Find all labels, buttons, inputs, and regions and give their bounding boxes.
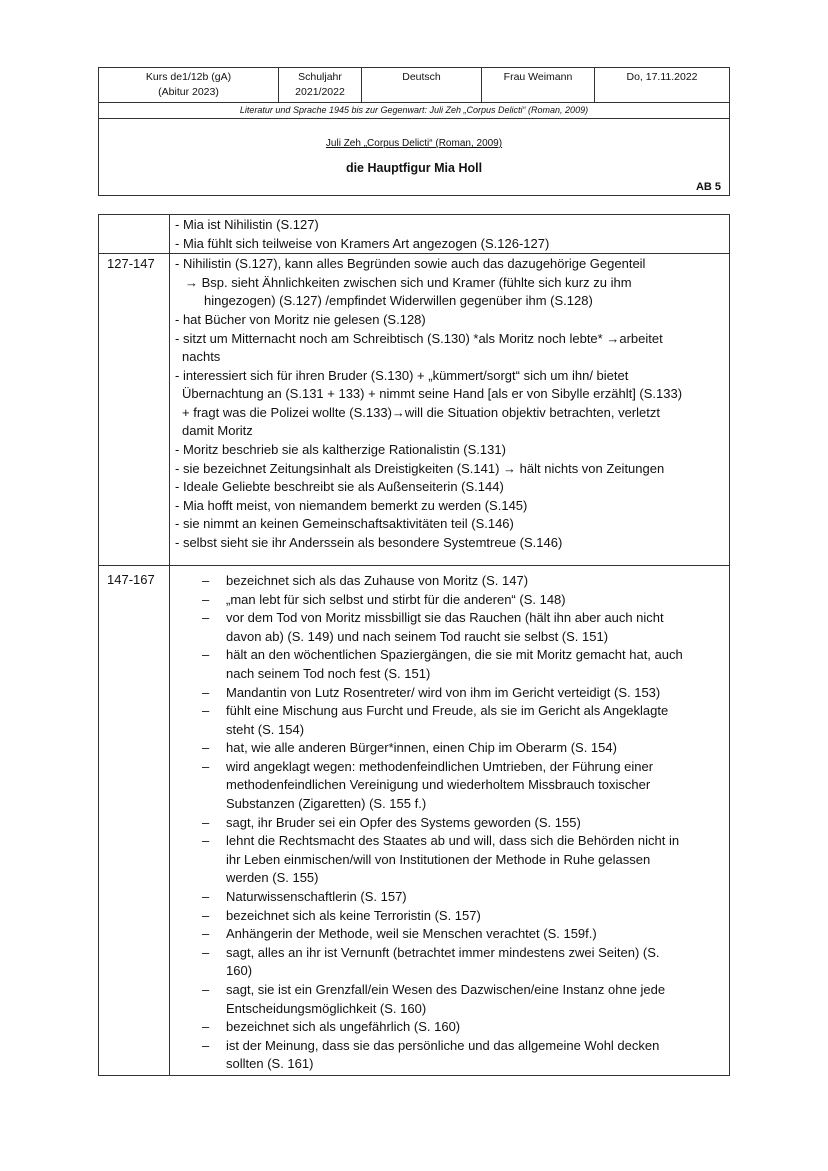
bullet-dash: –	[202, 1038, 210, 1053]
note-line: steht (S. 154)	[226, 722, 305, 737]
page-range: 127-147	[107, 256, 155, 271]
note-line: - hat Bücher von Moritz nie gelesen (S.128)	[175, 312, 426, 327]
bullet-dash: –	[202, 740, 210, 755]
column-divider	[169, 215, 170, 1075]
notes-table	[98, 214, 730, 1076]
school-year-cell	[279, 68, 362, 102]
topic-line: Literatur und Sprache 1945 bis zur Gegenwart: Juli Zeh „Corpus Delicti“ (Roman, 2009)	[99, 103, 729, 119]
note-line: wird angeklagt wegen: methodenfeindlichen Umtrieben, der Führung einer	[226, 759, 654, 774]
course-name: Kurs de1/12b (gA)	[145, 71, 232, 83]
note-line: Naturwissenschaftlerin (S. 157)	[226, 889, 407, 904]
bullet-dash: –	[202, 833, 210, 848]
note-line: Substanzen (Zigaretten) (S. 155 f.)	[226, 796, 427, 811]
note-line: - sie nimmt an keinen Gemeinschaftsaktivitäten teil (S.146)	[175, 516, 514, 531]
note-line: 160)	[226, 963, 253, 978]
note-line: hingezogen) (S.127) /empfindet Widerwillen gegenüber ihm (S.128)	[204, 293, 593, 308]
bullet-dash: –	[202, 908, 210, 923]
school-year-label: Schuljahr	[298, 71, 342, 83]
note-line: - sie bezeichnet Zeitungsinhalt als Dreistigkeiten (S.141) → hält nichts von Zeitungen	[175, 461, 665, 476]
note-line: - Mia hofft meist, von niemandem bemerkt zu werden (S.145)	[175, 498, 528, 513]
bullet-dash: –	[202, 592, 210, 607]
page-range: 147-167	[107, 572, 155, 587]
bullet-dash: –	[202, 759, 210, 774]
note-line: lehnt die Rechtsmacht des Staates ab und will, dass sich die Behörden nicht in	[226, 833, 680, 848]
subject: Deutsch	[402, 71, 441, 83]
note-line: hält an den wöchentlichen Spaziergängen, die sie mit Moritz gemacht hat, auch	[226, 647, 683, 662]
note-line: → Bsp. sieht Ähnlichkeiten zwischen sich und Kramer (fühlte sich kurz zu ihm	[185, 275, 632, 290]
sheet-number: AB 5	[695, 181, 721, 193]
note-line: - Mia fühlt sich teilweise von Kramers Art angezogen (S.126-127)	[175, 236, 550, 251]
bullet-dash: –	[202, 685, 210, 700]
note-line: - Moritz beschrieb sie als kaltherzige Rationalistin (S.131)	[175, 442, 506, 457]
note-line: sagt, alles an ihr ist Vernunft (betrachtet immer mindestens zwei Seiten) (S.	[226, 945, 660, 960]
course-exam: (Abitur 2023)	[158, 86, 219, 98]
bullet-dash: –	[202, 945, 210, 960]
bullet-dash: –	[202, 815, 210, 830]
teacher-cell	[482, 68, 595, 102]
bullet-dash: –	[202, 982, 210, 997]
note-line: „man lebt für sich selbst und stirbt für die anderen“ (S. 148)	[226, 592, 566, 607]
note-line: nach seinem Tod noch fest (S. 151)	[226, 666, 431, 681]
note-line: fühlt eine Mischung aus Furcht und Freude, als sie im Gericht als Angeklagte	[226, 703, 669, 718]
book-subtitle: Juli Zeh „Corpus Delicti“ (Roman, 2009)	[325, 138, 503, 149]
note-line: hat, wie alle anderen Bürger*innen, einen Chip im Oberarm (S. 154)	[226, 740, 617, 755]
note-line: Übernachtung an (S.131 + 133) + nimmt seine Hand [als er von Sibylle erzählt] (S.133)	[182, 386, 683, 401]
note-line: ist der Meinung, dass sie das persönliche und das allgemeine Wohl decken	[226, 1038, 660, 1053]
note-line: davon ab) (S. 149) und nach seinem Tod raucht sie selbst (S. 151)	[226, 629, 609, 644]
note-line: sagt, sie ist ein Grenzfall/ein Wesen des Dazwischen/eine Instanz ohne jede	[226, 982, 666, 997]
note-line: Mandantin von Lutz Rosentreter/ wird von ihm im Gericht verteidigt (S. 153)	[226, 685, 661, 700]
bullet-dash: –	[202, 703, 210, 718]
bullet-dash: –	[202, 573, 210, 588]
subject-cell	[362, 68, 482, 102]
note-line: sollten (S. 161)	[226, 1056, 314, 1071]
page-title: die Hauptfigur Mia Holl	[345, 161, 483, 175]
note-line: nachts	[182, 349, 221, 364]
note-line: sagt, ihr Bruder sei ein Opfer des Systems geworden (S. 155)	[226, 815, 581, 830]
note-line: + fragt was die Polizei wollte (S.133)→will die Situation objektiv betrachten, verletzt	[182, 405, 660, 420]
teacher: Frau Weimann	[503, 71, 573, 83]
note-line: - sitzt um Mitternacht noch am Schreibtisch (S.130) *als Moritz noch lebte* →arbeitet	[175, 331, 663, 346]
bullet-dash: –	[202, 610, 210, 625]
note-line: Anhängerin der Methode, weil sie Menschen verachtet (S. 159f.)	[226, 926, 597, 941]
note-line: bezeichnet sich als keine Terroristin (S. 157)	[226, 908, 481, 923]
note-line: - Nihilistin (S.127), kann alles Begründen sowie auch das dazugehörige Gegenteil	[175, 256, 646, 271]
date: Do, 17.11.2022	[626, 71, 698, 83]
header-table	[98, 67, 730, 196]
note-line: - Ideale Geliebte beschreibt sie als Außenseiterin (S.144)	[175, 479, 504, 494]
bullet-dash: –	[202, 647, 210, 662]
date-cell	[595, 68, 729, 102]
note-line: bezeichnet sich als ungefährlich (S. 160)	[226, 1019, 461, 1034]
bullet-dash: –	[202, 889, 210, 904]
note-line: - Mia ist Nihilistin (S.127)	[175, 217, 319, 232]
row-divider	[99, 565, 729, 566]
note-line: - interessiert sich für ihren Bruder (S.130) + „kümmert/sorgt“ sich um ihn/ bietet	[175, 368, 629, 383]
bullet-dash: –	[202, 1019, 210, 1034]
header-row	[99, 68, 729, 103]
note-line: - selbst sieht sie ihr Anderssein als besondere Systemtreue (S.146)	[175, 535, 563, 550]
note-line: Entscheidungsmöglichkeit (S. 160)	[226, 1001, 427, 1016]
bullet-dash: –	[202, 926, 210, 941]
course-cell	[99, 68, 279, 102]
note-line: damit Moritz	[182, 423, 253, 438]
note-line: methodenfeindlichen Vereinigung und wiederholtem Missbrauch toxischer	[226, 777, 651, 792]
note-line: bezeichnet sich als das Zuhause von Moritz (S. 147)	[226, 573, 529, 588]
note-line: vor dem Tod von Moritz missbilligt sie das Rauchen (hält ihn aber auch nicht	[226, 610, 664, 625]
note-line: ihr Leben einmischen/will von Institutionen der Methode in Ruhe gelassen	[226, 852, 651, 867]
school-year-value: 2021/2022	[295, 86, 345, 98]
note-line: werden (S. 155)	[226, 870, 319, 885]
